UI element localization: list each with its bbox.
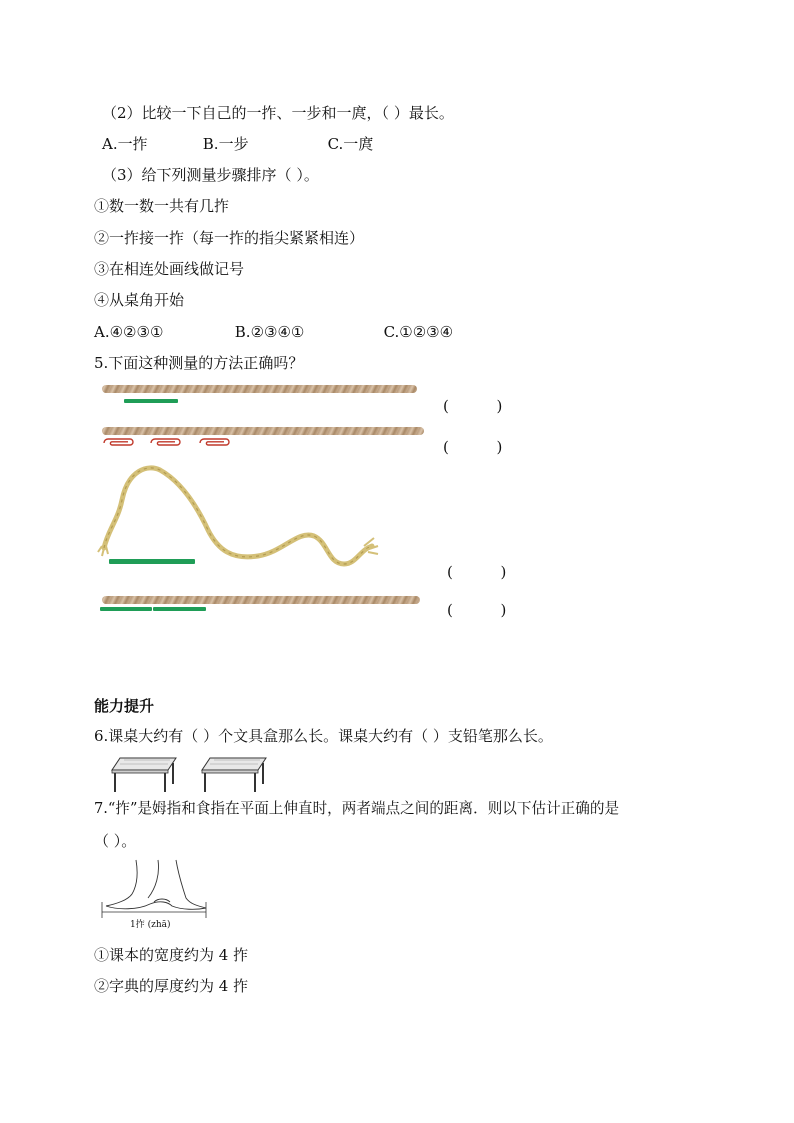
desk-icon [200,754,268,794]
q3-step-4: ④从桌角开始 [94,291,185,309]
q3-step-3: ③在相连处画线做记号 [94,260,245,278]
q5-blank-4[interactable]: ( ) [447,601,507,619]
desk-icon [110,754,178,794]
hand-span-caption: 1拃 (zhā) [130,920,171,930]
rope-icon [102,596,420,604]
q3-prompt: （3）给下列测量步骤排序（ ）。 [102,166,319,184]
green-stick-icon [153,607,206,611]
q3-option-a[interactable]: A.④②③① [94,323,164,341]
q5-blank-2[interactable]: ( ) [443,438,503,456]
q2-options [102,134,373,154]
q2-prompt: （2）比较一下自己的一拃、一步和一庹，（ ）最长。 [102,104,454,122]
q7-prompt-line2: （ ）。 [94,832,137,850]
q2-option-a[interactable]: A.一拃 [102,135,148,153]
section-title: 能力提升 [94,697,155,715]
green-stick-icon [109,559,195,564]
paper-clip-icon [147,437,183,449]
q5-prompt: 5.下面这种测量的方法正确吗？ [94,354,304,372]
rope-icon [102,427,424,435]
q6-prompt: 6.课桌大约有（ ）个文具盒那么长。课桌大约有（ ）支铅笔那么长。 [94,727,553,745]
paper-clip-icon [100,437,136,449]
q5-blank-3[interactable]: ( ) [447,563,507,581]
q2-option-c[interactable]: C.一庹 [327,135,374,153]
curved-string-icon [98,460,383,572]
q3-options [94,322,453,342]
q7-item-2: ②字典的厚度约为 4 拃 [94,977,249,995]
q2-option-b[interactable]: B.一步 [202,135,249,153]
q5-blank-1[interactable]: ( ) [443,397,503,415]
green-stick-icon [100,607,152,611]
green-stick-icon [124,399,178,403]
q7-item-1: ①课本的宽度约为 4 拃 [94,946,249,964]
rope-icon [102,385,417,393]
q3-option-b[interactable]: B.②③④① [234,323,305,341]
paper-clip-icon [196,437,232,449]
q3-option-c[interactable]: C.①②③④ [383,323,454,341]
q3-step-2: ②一拃接一拃（每一拃的指尖紧紧相连） [94,229,365,247]
q7-prompt-line1: 7.“拃”是姆指和食指在平面上伸直时，两者端点之间的距离．则以下估计正确的是 [94,800,620,817]
q3-step-1: ①数一数一共有几拃 [94,197,230,215]
